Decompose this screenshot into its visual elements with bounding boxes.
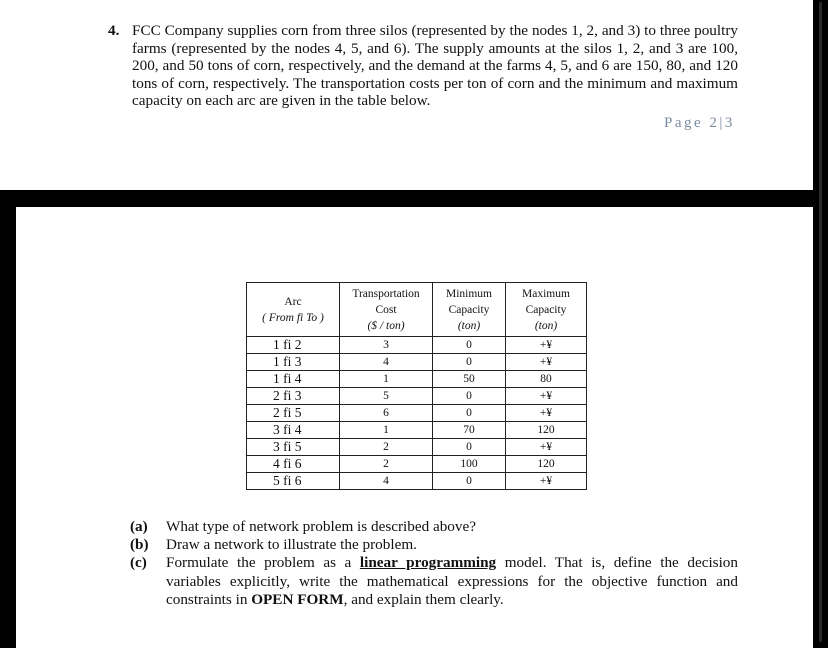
page-number: Page 2|3 — [664, 115, 735, 131]
question-a: (a) What type of network problem is described above? — [130, 518, 476, 535]
question-list — [130, 518, 738, 609]
page-2-fragment — [16, 207, 813, 648]
header-cost: Transportation Cost ($ / ton) — [340, 283, 433, 337]
table-row: 3 fi 4 1 70 120 — [247, 422, 587, 439]
table-row: 3 fi 5 2 0 +¥ — [247, 439, 587, 456]
table-row: 2 fi 3 5 0 +¥ — [247, 388, 587, 405]
table-row: 5 fi 6 4 0 +¥ — [247, 473, 587, 490]
header-min-capacity: Minimum Capacity (ton) — [433, 283, 506, 337]
table-header-row — [247, 283, 587, 337]
question-c: (c) Formulate the problem as a linear programming model. That is, define the decision variables explicitly, write the mathematical expressions for the objective function and constraints in OPEN FORM, and explain them clearly. — [130, 554, 738, 608]
scrollbar[interactable] — [819, 2, 822, 642]
header-arc: Arc ( From fi To ) — [247, 283, 340, 337]
arc-data-table — [246, 282, 587, 490]
table-row: 1 fi 4 1 50 80 — [247, 371, 587, 388]
header-max-capacity: Maximum Capacity (ton) — [506, 283, 587, 337]
problem-text: FCC Company supplies corn from three silos (represented by the nodes 1, 2, and 3) to three poultry farms (represented by the nodes 4, 5, and 6). The supply amounts at the silos 1, 2, and 3 are 100, 200, and 50 tons of corn, respectively, and the demand at the farms 4, 5, and 6 are 150, 80, and 120 tons of corn, respectively. The transportation costs per ton of corn and the minimum and maximum capacity on each arc are given in the table below. — [132, 22, 738, 110]
table-row: 1 fi 2 3 0 +¥ — [247, 337, 587, 354]
table-row: 2 fi 5 6 0 +¥ — [247, 405, 587, 422]
problem-number: 4. — [108, 22, 120, 39]
question-b: (b) Draw a network to illustrate the problem. — [130, 536, 417, 554]
table-row: 4 fi 6 2 100 120 — [247, 456, 587, 473]
problem-statement — [108, 22, 738, 110]
table-row: 1 fi 3 4 0 +¥ — [247, 354, 587, 371]
page-1-fragment — [0, 0, 813, 190]
